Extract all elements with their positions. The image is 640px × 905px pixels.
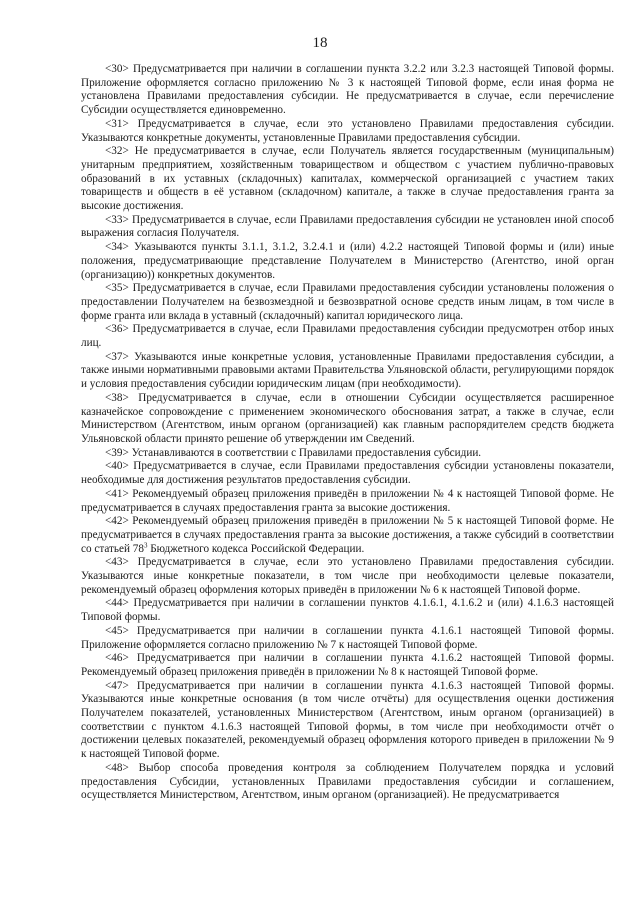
footnote-38: <38> Предусматривается в случае, если в отношении Субсидии осуществляется расширенное казначейское сопровождение с применением экономического обоснования затрат, а также в случае, если Министерством (Агентством, иным органом (организацией) как главным распорядителем средств бюджета Ульяновской области принято решение об утверждении им Сведений. [81, 391, 614, 445]
footnote-45: <45> Предусматривается при наличии в соглашении пункта 4.1.6.1 настоящей Типовой формы. Приложение оформляется согласно приложению № 7 к настоящей Типовой форме. [81, 624, 614, 651]
footnotes-body [81, 63, 614, 803]
footnote-35: <35> Предусматривается в случае, если Правилами предоставления субсидии установлены положения о предоставлении Получателем на безвозмездной и безвозвратной основе средств иным лицам, в том числе в форме гранта или вклада в уставный (складочный) капитал юридического лица. [81, 282, 614, 322]
footnote-44: <44> Предусматривается при наличии в соглашении пунктов 4.1.6.1, 4.1.6.2 и (или) 4.1.6.3 настоящей Типовой формы. [81, 597, 614, 624]
footnote-32: <32> Не предусматривается в случае, если Получатель является государственным (муниципальным) унитарным предприятием, хозяйственным товариществом и обществом с участием публично-правовых образований в их уставных (складочных) капиталах, коммерческой организацией с участием таких товариществ и обществ в её уставном (складочном) капитале, а также в случае предоставления гранта за высокие достижения. [81, 145, 614, 213]
footnote-39: <39> Устанавливаются в соответствии с Правилами предоставления субсидии. [105, 446, 482, 459]
footnote-47: <47> Предусматривается при наличии в соглашении пункта 4.1.6.3 настоящей Типовой формы. Указываются иные конкретные основания (в том числе отчёты) для осуществления оценки достижения Получателем показателей, установленных Министерством (Агентством, иным органом (организацией) в соответствии с пунктом 4.1.6.3 настоящей Типовой формы, в том числе при необходимости отчёт о достижении целевых показателей, рекомендуемый образец оформления которого приведен в приложении № 9 к настоящей Типовой форме. [81, 679, 614, 761]
footnote-42-tail: Бюджетного кодекса Российской Федерации. [147, 542, 365, 555]
footnote-34: <34> Указываются пункты 3.1.1, 3.1.2, 3.2.4.1 и (или) 4.2.2 настоящей Типовой формы и (или) иные положения, предусматривающие представление Получателем в Министерство (Агентство, иной орган (организацию)) конкретных документов. [81, 241, 614, 281]
footnote-48: <48> Выбор способа проведения контроля за соблюдением Получателем порядка и условий предоставления Субсидии, установленных Правилами предоставления субсидии и соглашением, осуществляется Министерством, Агентством, иным органом (организацией). Не предусматривается [81, 761, 614, 802]
footnote-42 [81, 515, 614, 556]
footnote-36: <36> Предусматривается в случае, если Правилами предоставления субсидии предусмотрен отбор иных лиц. [81, 323, 614, 350]
page-number: 18 [312, 35, 328, 51]
footnote-37: <37> Указываются иные конкретные условия, установленные Правилами предоставления субсидии, а также иными нормативными правовыми актами Правительства Ульяновской области, регулирующими порядок и условия предоставления субсидии юридическим лицам (при необходимости). [81, 350, 614, 391]
footnote-30: <30> Предусматривается при наличии в соглашении пункта 3.2.2 или 3.2.3 настоящей Типовой формы. Приложение оформляется согласно приложению № 3 к настоящей Типовой форме, если иная форма не установлена Правилами предоставления субсидии. Не предусматривается в случае, если перечисление Субсидии осуществляется единовременно. [81, 63, 614, 117]
footnote-40: <40> Предусматривается в случае, если Правилами предоставления субсидии установлены показатели, необходимые для достижения результатов предоставления субсидии. [81, 460, 614, 487]
footnote-31: <31> Предусматривается в случае, если это установлено Правилами предоставления субсидии. Указываются конкретные документы, установленные Правилами предоставления субсидии. [81, 117, 614, 144]
footnote-42-text: <42> Рекомендуемый образец приложения приведён в приложении № 5 к настоящей Типовой форме. Не предусматривается в случаях предоставления гранта за высокие достижения, а также субсидий в соответствии со статьей 78 [81, 515, 614, 555]
footnote-41: <41> Рекомендуемый образец приложения приведён в приложении № 4 к настоящей Типовой форме. Не предусматривается в случаях предоставления гранта за высокие достижения. [81, 487, 614, 514]
footnote-43: <43> Предусматривается в случае, если это установлено Правилами предоставления субсидии. Указываются иные конкретные показатели, в том числе при необходимости целевые показатели, рекомендуемый образец оформления которых приведён в приложении № 6 к настоящей Типовой форме. [81, 556, 614, 596]
footnote-33: <33> Предусматривается в случае, если Правилами предоставления субсидии не установлен иной способ выражения согласия Получателя. [81, 213, 614, 240]
footnote-46: <46> Предусматривается при наличии в соглашении пункта 4.1.6.2 настоящей Типовой формы. Рекомендуемый образец приложения приведён в приложении № 8 к настоящей Типовой форме. [81, 652, 614, 678]
footnote-42-superscript: 3 [143, 540, 148, 549]
